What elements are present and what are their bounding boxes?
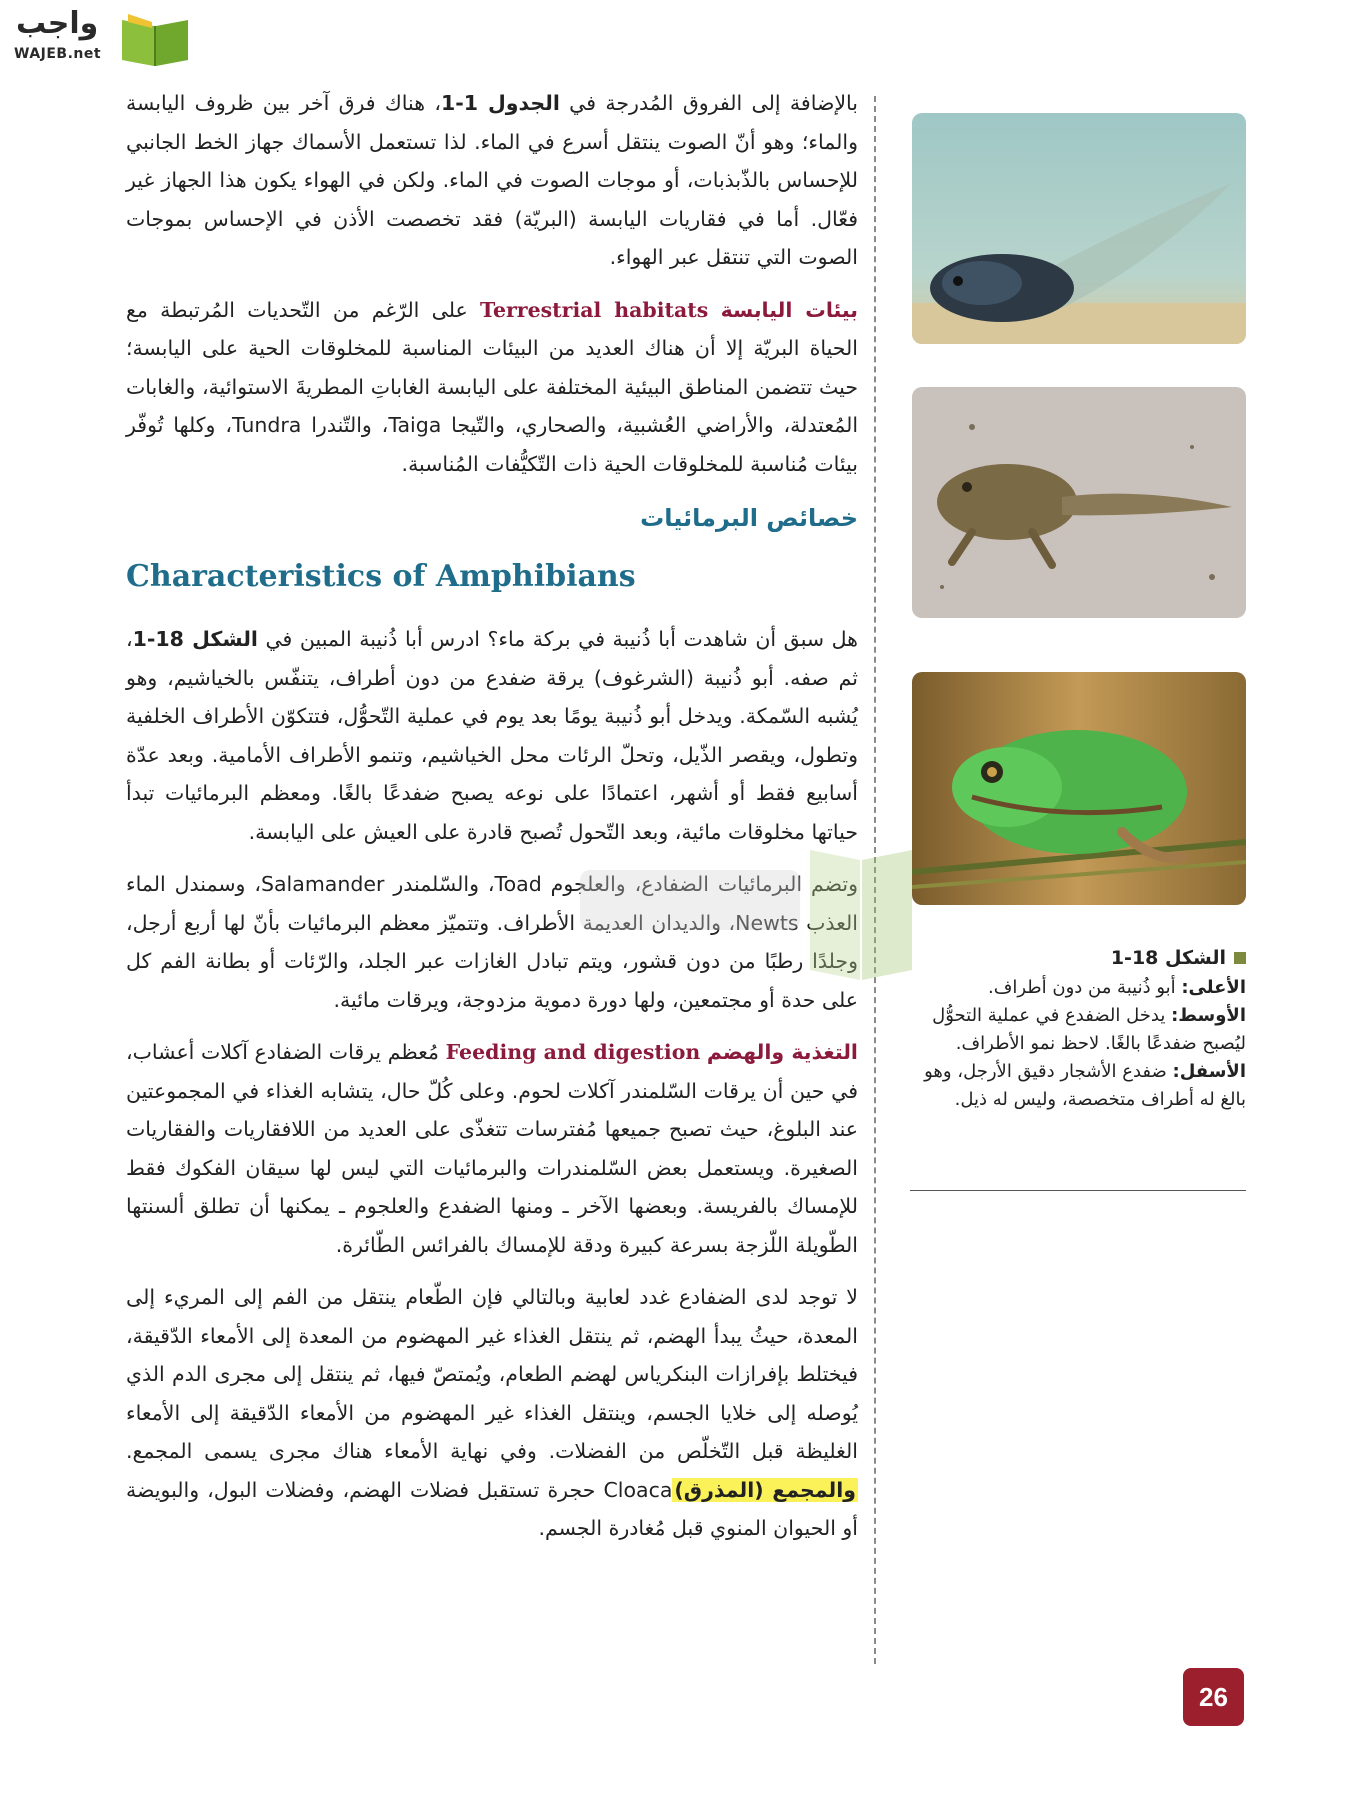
metamorphosis-illustration [912,387,1246,618]
text-run: مُعظم يرقات الضفادع آكلات أعشاب، في حين أن يرقات السّلمندر آكلات لحوم. وعلى كُلّ حال، يتشابه الغذاء في المجموعتين عند البلوغ، حيث تصبح جميعها مُفترسات تتغذّى على العديد من اللافقاريات والفقاريات الصغيرة. ويستعمل بعض السّلمندرات والبرمائيات التي ليس لها سيقان الفكوك فقط للإمساك بالفريسة. وبعضها الآخر ـ ومنها الضفدع والعلجوم ـ يمكنها أن تطلق ألسنتها الطّويلة اللّزجة بسرعة كبيرة ودقة للإمساك بالفرائس الطّائرة. [126,1040,858,1257]
section-heading-arabic: خصائص البرمائيات [640,504,858,532]
wajeb-logo[interactable] [12,6,192,74]
caption-marker-icon [1234,952,1246,964]
caption-title: الشكل 18-1 [1110,947,1226,969]
caption-text: يدخل الضفدع في عملية التحوُّل ليُصبح ضفدعًا بالغًا. لاحظ نمو الأطراف. [932,1005,1246,1054]
text-run: هل سبق أن شاهدت أبا ذُنيبة في بركة ماء؟ ادرس أبا ذُنيبة المبين في [257,627,858,651]
subheading-arabic: بيئات اليابسة [720,297,858,322]
caption-rule [910,1190,1246,1191]
text-run: حجرة تستقبل فضلات الهضم، وفضلات البول، والبويضة أو الحيوان المنوي قبل مُغادرة الجسم. [126,1477,858,1540]
subheading-arabic: التغذية والهضم [706,1040,858,1064]
paragraph-tadpole [126,620,858,851]
figure-caption [910,944,1246,1114]
section-heading-english: Characteristics of Amphibians [126,558,636,594]
text-run: ، ثم صفه. أبو ذُنيبة (الشرغوف) يرقة ضفدع من دون أطراف، يتنفّس بالخياشيم، وهو يُشبه السّمكة. ويدخل أبو ذُنيبة يومًا بعد يوم في عملية التّحوُّل، فتتكوّن الأطراف الخلفية وتطول، ويقصر الذّيل، وتحلّ الرئات محل الخياشيم، وتنمو الأطراف الأمامية. وبعد عدّة أسابيع فقط أو أشهر، اعتمادًا على نوعه يصبح ضفدعًا بالغًا. ومعظم البرمائيات تبدأ حياتها مخلوقات مائية، وبعد التّحول تُصبح قادرة على العيش على اليابسة. [126,627,858,844]
term-salamander: Salamander [260,872,385,896]
caption-label: الأعلى: [1181,977,1246,998]
text-run: ، وكلها تُوفّر بيئات مُناسبة للمخلوقات الحية ذات التّكيُّفات المُناسبة. [126,413,858,476]
caption-top [910,974,1246,1002]
term-taiga: Taiga [388,413,442,437]
subheading-english: Terrestrial habitats [480,297,709,322]
paragraph-feeding [126,1033,858,1264]
text-run: بالإضافة إلى الفروق المُدرجة في [559,91,858,115]
figure-reference: الشكل 18-1 [132,627,258,651]
term-newts: Newts [735,910,799,935]
logo-latin-text: WAJEB.net [14,46,102,62]
tree-frog-illustration [912,672,1246,905]
text-run: ، والسّلمندر [384,872,495,896]
term-toad: Toad [494,872,542,896]
paragraph-amphibian-groups [126,865,858,1019]
text-run: ، هناك فرق آخر بين ظروف اليابسة والماء؛ وهو أنّ الصوت ينتقل أسرع في الماء. لذا تستعمل الأسماك جهاز الخط الجانبي للإحساس بالذّبذبات، أو موجات الصوت في الماء. ولكن في الهواء يكون هذا الجهاز غير فعّال. أما في فقاريات اليابسة (البريّة) فقد تخصصت الأذن في الإحساس بموجات الصوت التي تنتقل عبر الهواء. [126,91,858,269]
highlighted-term: والمجمع (المذرق) [674,1477,857,1502]
main-text-column [126,84,858,1562]
table-reference: الجدول 1-1 [441,91,560,115]
text-run: على الرّغم من التّحديات المُرتبطة مع الحياة البريّة إلا أن هناك العديد من البيئات المناسبة للمخلوقات الحية على اليابسة؛ حيث تتضمن المناطق البيئية المختلفة على اليابسة الغاباتِ المطريةَ الاستوائية، والغابات المُعتدلة، والأراضي العُشبية، والصحاري، والتّيجا [126,297,859,437]
caption-middle [910,1002,1246,1058]
subheading-english: Feeding and digestion [445,1040,701,1064]
page-number: 26 [1183,1668,1244,1726]
caption-text: أبو ذُنيبة من دون أطراف. [987,977,1182,998]
term-tundra: Tundra [231,413,302,437]
text-run: ، والتّندرا [301,413,389,437]
paragraph-digestion [126,1278,858,1548]
text-run: ، والديدان العديمة الأطراف. وتتميّز معظم البرمائيات بأنّ لها أربع أرجل، وجلدًا رطبًا من دون قشور، ويتم تبادل الغازات عبر الجلد، والرّئات أو بطانة الفم كل على حدة أو مجتمعين، ولها دورة دموية مزدوجة، ويرقات مائية. [126,910,858,1012]
tree-frog-photo [912,672,1246,905]
caption-title-row [910,944,1246,972]
text-run: ، وسمندل الماء العذب [126,872,858,935]
logo-arabic-text: واجب [16,6,99,41]
tadpole-photo [912,113,1246,344]
column-divider [874,96,876,1664]
caption-label: الأسفل: [1172,1061,1246,1082]
metamorphosis-photo [912,387,1246,618]
caption-bottom [910,1058,1246,1114]
caption-label: الأوسط: [1171,1005,1246,1026]
term-cloaca: Cloaca [603,1477,673,1502]
caption-text: ضفدع الأشجار دقيق الأرجل، وهو بالغ له أطراف متخصصة، وليس له ذيل. [924,1061,1246,1110]
paragraph-sound [126,84,858,277]
paragraph-terrestrial-habitats [126,291,858,484]
text-run: وتضم البرمائيات الضفادع، والعلجوم [541,872,858,896]
text-run: لا توجد لدى الضفادع غدد لعابية وبالتالي فإن الطّعام ينتقل من الفم إلى المريء إلى المعدة، حيثُ يبدأ الهضم، ثم ينتقل الغذاء غير المهضوم من المعدة إلى الأمعاء الدّقيقة، فيختلط بإفرازات البنكرياس لهضم الطعام، ويُمتصّ فيها، ثم ينتقل إلى مجرى الدم الذي يُوصله إلى خلايا الجسم، وينتقل الغذاء غير المهضوم من الأمعاء الدّقيقة إلى الأمعاء الغليظة قبل التّخلّص من الفضلات. وفي نهاية الأمعاء هناك مجرى يسمى المجمع. [126,1285,858,1463]
tadpole-illustration [912,113,1246,344]
book-icon [118,10,192,70]
